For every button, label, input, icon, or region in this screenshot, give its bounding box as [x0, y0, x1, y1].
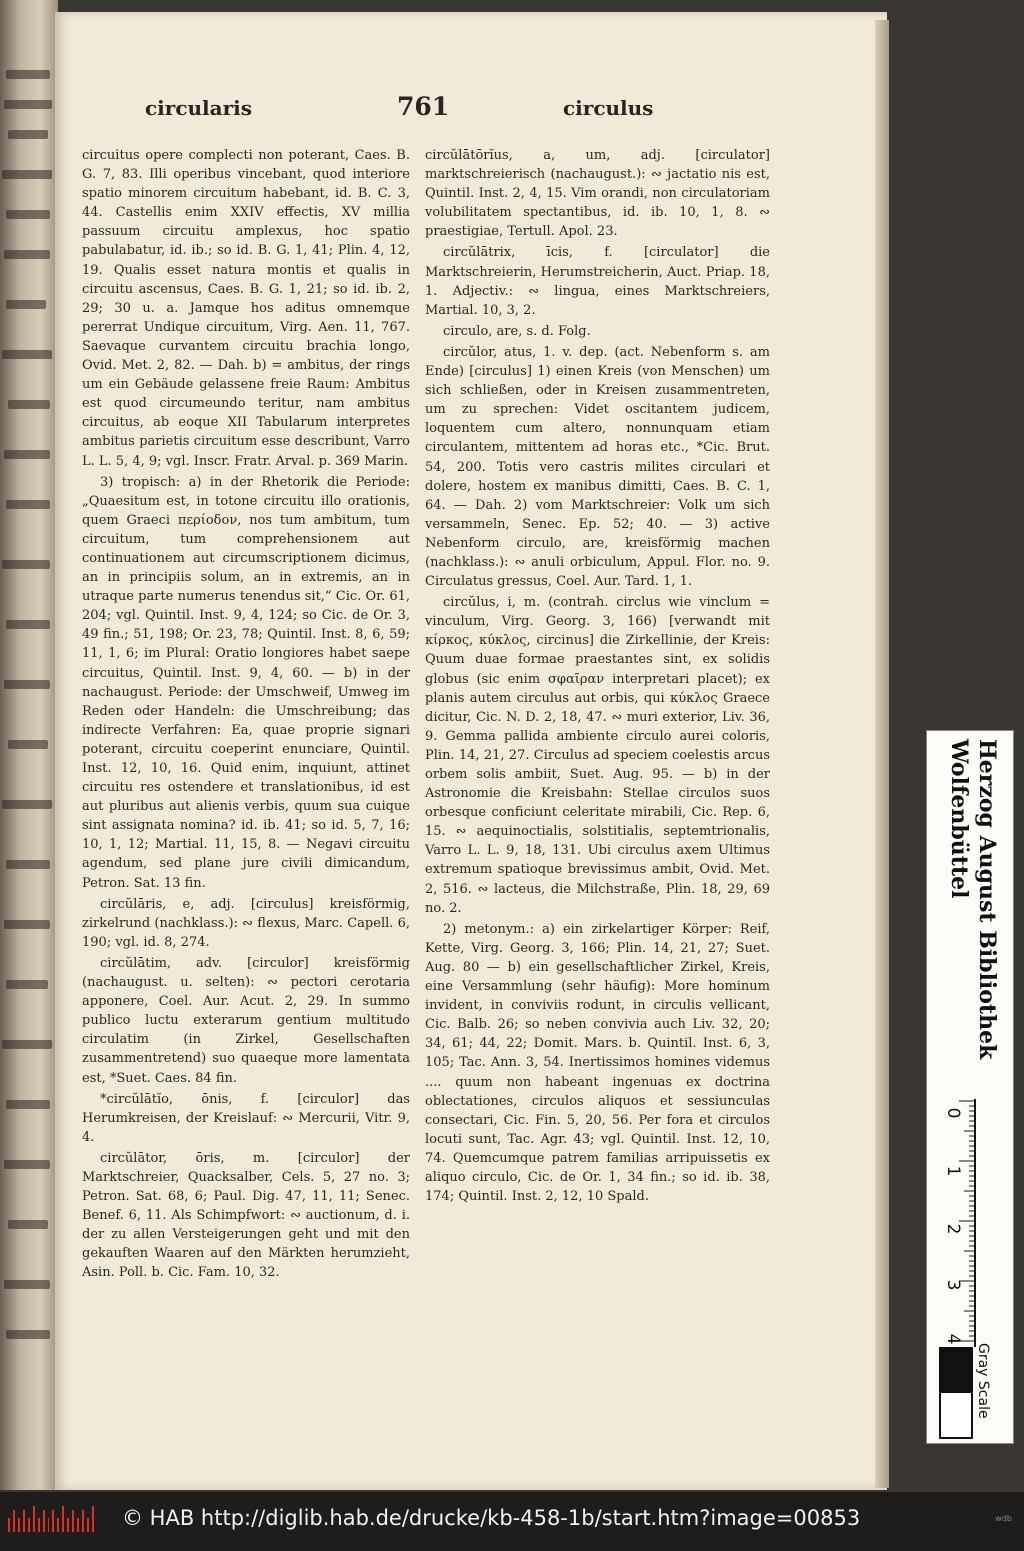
- entry-circuitus-sense-3: 3) tropisch: a) in der Rhetorik die Periode: „Quaesitum est, in totone circuitu illo orationis, quem Graeci περίοδον, nos tum ambitum, tum circuitum, tum comprehensionem aut continuationem aut circumscriptionem dicimus, an in principiis solum, an in extremis, an in utraque parte numerus tenendus sit,“ Cic. Or. 61, 204; vgl. Quintil. Inst. 9, 4, 124; so Cic. de Or. 3, 49 fin.; 51, 198; Or. 23, 78; Quintil. Inst. 8, 6, 59; 11, 1, 6; im Plural: Oratio longiores habet saepe circuitus, Quintil. Inst. 9, 4, 60. — b) in der nachaugust. Periode: der Umschweif, Umweg im Reden oder Handeln: die Umschreibung; das indirecte Verfahren: Ea, quae proprie signari poterant, circuitu coeperint enunciare, Quintil. Inst. 12, 10, 16. Quid enim, inquiunt, attinet circuitu res ostendere et translationibus, id est aut pluribus aut alienis verbis, quum sua cuique sint assignata nomina? id. ib. 41; so id. 5, 7, 16; 10, 1, 12; Martial. 11, 15, 8. — Negavi circuitu agendum, sed plane jure civili dimicandum, Petron. Sat. 13 fin.: [82, 474, 410, 891]
- entry-circulus-sense-2: 2) metonym.: a) ein zirkelartiger Körper: Reif, Kette, Virg. Georg. 3, 166; Plin. 14, 21, 27; Suet. Aug. 80 — b) ein gesellschaftlicher Zirkel, Kreis, eine Versammlung (sehr häufig): More hominum invident, in conviviis rodunt, in circulis vellicant, Cic. Balb. 26; so neben convivia auch Liv. 32, 20; 34, 61; 44, 22; Domit. Mars. b. Quintil. Inst. 6, 3, 105; Tac. Ann. 3, 54. Inertissimos homines videmus .... quum non habeant ingenuas ex doctrina oblectationes, circulos aliquos et sessiunculas consectari, Cic. Fin. 5, 20, 56. Per fora et circulos locuti sunt, Tac. Agr. 43; vgl. Quintil. Inst. 12, 10, 74. Quemcumque patrem familias arripuissetis ex aliquo circulo, Cic. de Or. 1, 34 fin.; so id. ib. 38, 174; Quintil. Inst. 2, 12, 10 Spald.: [425, 921, 770, 1205]
- entry-circulo: circulo, are, s. d. Folg.: [443, 323, 591, 339]
- ruler-number-4: 4: [943, 1333, 963, 1345]
- ruler-number-1: 1: [943, 1165, 963, 1177]
- left-column: [82, 146, 410, 1285]
- entry-circuitus-continued: circuitus opere complecti non poterant, Caes. B. G. 7, 83. Illi operibus vincebant, quod interiore spatio minorem circuitum habebant, id. B. C. 3, 44. Castellis enim XXIV effectis, XV millia passuum circuitu amplexus, hoc spatio pabulabatur, id. ib.; so id. B. G. 1, 41; Plin. 4, 12, 19. Qualis esset natura montis et qualis in circuitu ascensus, Caes. B. G. 1, 21; so id. ib. 2, 29; 30 u. a. Jamque hos aditus omnemque pererrat Undique circuitum, Virg. Aen. 11, 767. Saevaque curvantem circuitu brachia longo, Ovid. Met. 2, 82. — Dah. b) = ambitus, der rings um ein Gebäude gelassene freie Raum: Ambitus est quod circumeundo teritur, nam ambitus circuitus, ab eoque XII Tabularum interpretes ambitus parietis circuitum esse describunt, Varro L. L. 5, 4, 9; vgl. Inscr. Fratr. Arval. p. 369 Marin.: [82, 148, 410, 469]
- page-number: 761: [397, 92, 450, 121]
- entry-circulatio: *circŭlātĭo, ōnis, f. [circulor] das Herumkreisen, der Kreislauf: ∾ Mercurii, Vitr. 9, 4.: [82, 1091, 410, 1145]
- entry-circulatorius: circŭlātōrĭus, a, um, adj. [circulator] marktschreierisch (nachaugust.): ∾ jactatio nis est, Quintil. Inst. 2, 4, 15. Vim orandi, non circulatoriam volubilitatem spectantibus, id. ib. 10, 1, 8. ∾ praestigiae, Tertull. Apol. 23.: [425, 148, 770, 240]
- headword-right: circulus: [563, 96, 654, 120]
- ruler-logo-icon: [8, 1506, 94, 1532]
- calibration-card: [926, 730, 1014, 1444]
- entry-circulus: circŭlus, i, m. (contrah. circlus wie vinclum = vinculum, Virg. Georg. 3, 166) [verwandt mit κίρκος, κύκλος, circinus] die Zirkellinie, der Kreis: Quum duae formae praestantes sint, ex solidis globus (sic enim σφαῖραν interpretari placet); ex planis autem circulus aut orbis, qui κύκλος Graece dicitur, Cic. N. D. 2, 18, 47. ∾ muri exterior, Liv. 36, 9. Gemma pallida ambiente circulo aurei coloris, Plin. 14, 21, 27. Circulus ad speciem coelestis arcus orbem solis ambiit, Suet. Aug. 95. — b) in der Astronomie die Kreisbahn: Stellae circulos suos orbesque conficiunt celeritate mirabili, Cic. Rep. 6, 15. ∾ aequinoctialis, solstitialis, septemtrionalis, Varro L. L. 9, 18, 131. Ubi circulus axem Ultimus extremum spatioque brevissimus ambit, Ovid. Met. 2, 516. ∾ lacteus, die Milchstraße, Plin. 18, 29, 69 no. 2.: [425, 595, 770, 916]
- footer-mark: wdb: [995, 1514, 1012, 1523]
- running-header: [145, 92, 690, 132]
- entry-circularis: circŭlāris, e, adj. [circulus] kreisförmig, zirkelrund (nachklass.): ∾ flexus, Marc. Capell. 6, 190; vgl. id. 8, 274.: [82, 896, 410, 950]
- page-edge: [875, 20, 889, 1488]
- entry-circulatim: circŭlātim, adv. [circulor] kreisförmig (nachaugust. u. selten): ∾ pectori cerotaria apponere, Coel. Aur. Acut. 2, 29. In summo publico luctu exterarum gentium multitudo circulatim (in Zirkel, Gesellschaften zusammentretend) suo quaeque more lamentata est, *Suet. Caes. 84 fin.: [82, 955, 410, 1086]
- gray-scale-label: Gray Scale: [975, 1343, 991, 1419]
- ruler-number-2: 2: [943, 1223, 963, 1235]
- ruler-number-0: 0: [943, 1107, 963, 1119]
- gray-scale-patch: [939, 1347, 973, 1439]
- entry-circulor: circŭlor, atus, 1. v. dep. (act. Nebenform s. am Ende) [circulus] 1) einen Kreis (von Menschen) um sich schließen, oder in Kreisen zusammentreten, um zu sprechen: Videt oscitantem judicem, loquentem cum altero, nonnunquam etiam circulantem, mittentem ad horas etc., *Cic. Brut. 54, 200. Totis vero castris milites circulari et dolere, hostem ex manibus dimitti, Caes. B. C. 1, 64. — Dah. 2) vom Marktschreier: Volk um sich versammeln, Senec. Ep. 52; 40. — 3) active Nebenform circulo, are, kreisförmig machen (nachklass.): ∾ anuli orbiculum, Appul. Flor. no. 9. Circulatus gressus, Coel. Aur. Tard. 1, 1.: [425, 344, 770, 590]
- entry-circulatrix: circŭlātrix, īcis, f. [circulator] die Marktschreierin, Herumstreicherin, Auct. Priap. 18, 1. Adjectiv.: ∾ lingua, eines Marktschreiers, Martial. 10, 3, 2.: [425, 245, 770, 318]
- ruler-number-3: 3: [943, 1279, 963, 1291]
- headword-left: circularis: [145, 96, 252, 120]
- footer-credit-bar: [0, 1492, 1024, 1551]
- entry-circulator: circŭlātor, ōris, m. [circulor] der Marktschreier, Quacksalber, Cels. 5, 27 no. 3; Petron. Sat. 68, 6; Paul. Dig. 47, 11, 11; Senec. Benef. 6, 11. Als Schimpfwort: ∾ auctionum, d. i. der zu allen Versteigerungen geht und mit den gekauften Waaren auf den Märkten herumzieht, Asin. Poll. b. Cic. Fam. 10, 32.: [82, 1150, 410, 1281]
- copyright-link[interactable]: © HAB http://diglib.hab.de/drucke/kb-458-1b/start.htm?image=00853: [122, 1506, 861, 1530]
- right-column: [425, 146, 770, 1208]
- library-name: Herzog August Bibliothek Wolfenbüttel: [946, 739, 1000, 1060]
- facing-page-edge: [0, 0, 58, 1490]
- scale-ruler: [935, 1099, 979, 1347]
